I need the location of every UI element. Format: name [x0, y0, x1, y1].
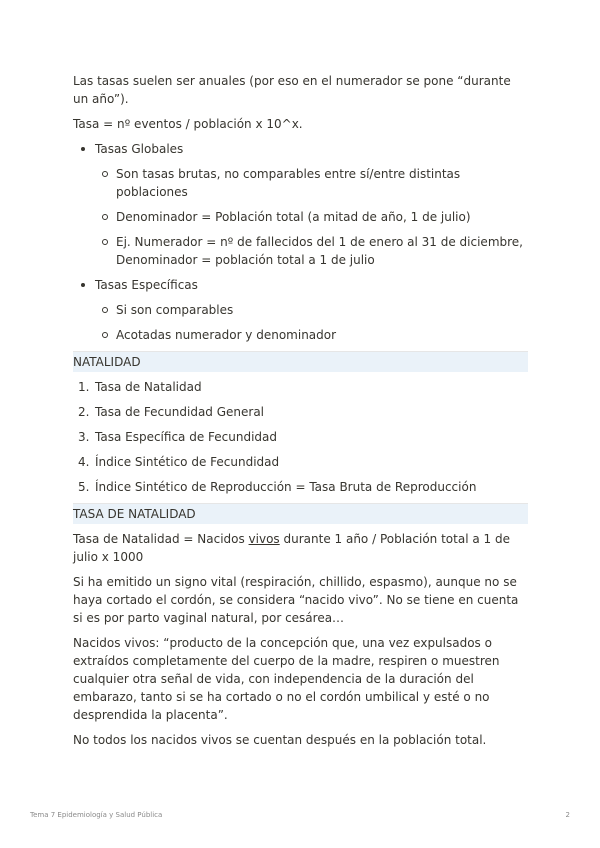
formula-paragraph	[73, 530, 528, 566]
section-heading-natalidad: NATALIDAD	[73, 351, 528, 372]
item-number: 3.	[78, 430, 90, 444]
item-text: Tasa de Natalidad	[95, 380, 202, 394]
item-text: Índice Sintético de Reproducción = Tasa Bruta de Reproducción	[95, 480, 477, 494]
sub-bullet-list	[95, 301, 528, 344]
sub-bullet: Son tasas brutas, no comparables entre sí/entre distintas poblaciones	[95, 165, 528, 201]
numbered-item	[73, 478, 528, 496]
page-number: 2	[565, 811, 570, 819]
formula-underlined: vivos	[248, 532, 280, 546]
numbered-item	[73, 428, 528, 446]
item-number: 1.	[78, 380, 90, 394]
item-text: Índice Sintético de Fecundidad	[95, 455, 280, 469]
item-text: Tasa de Fecundidad General	[95, 405, 265, 419]
item-number: 4.	[78, 455, 90, 469]
numbered-item	[73, 453, 528, 471]
sub-bullet: Si son comparables	[95, 301, 528, 319]
footer-title: Tema 7 Epidemiología y Salud Pública	[30, 811, 163, 819]
bullet-label: Tasas Específicas	[95, 278, 198, 292]
numbered-item	[73, 403, 528, 421]
bullet-tasas-globales	[73, 140, 528, 269]
bullet-tasas-especificas	[73, 276, 528, 344]
formula-post: durante 1 año / Población total a 1 de julio x 1000	[73, 532, 510, 564]
definicion-paragraph: Nacidos vivos: “producto de la concepción que, una vez expulsados o extraídos completamente del cuerpo de la madre, respiren o muestren cualquier otra señal de vida, con independencia de la duración del embarazo, tanto si se ha cortado o no el cordón umbilical y esté o no desprendida la placenta”.	[73, 636, 500, 722]
document-body	[73, 72, 528, 756]
bullet-label: Tasas Globales	[95, 142, 184, 156]
item-text: Tasa Específica de Fecundidad	[95, 430, 277, 444]
sub-bullet: Denominador = Población total (a mitad de año, 1 de julio)	[95, 208, 528, 226]
tasas-bullet-list	[73, 140, 528, 344]
natalidad-numbered-list	[73, 378, 528, 496]
section-heading-tasa-natalidad: TASA DE NATALIDAD	[73, 503, 528, 524]
final-paragraph: No todos los nacidos vivos se cuentan después en la población total.	[73, 733, 487, 747]
sub-bullet: Acotadas numerador y denominador	[95, 326, 528, 344]
numbered-item	[73, 378, 528, 396]
sub-bullet: Ej. Numerador = nº de fallecidos del 1 de enero al 31 de diciembre, Denominador = población total a 1 de julio	[95, 233, 528, 269]
item-number: 5.	[78, 480, 90, 494]
sub-bullet-list	[95, 165, 528, 269]
intro-paragraph-2: Tasa = nº eventos / población x 10^x.	[73, 117, 303, 131]
formula-pre: Tasa de Natalidad = Nacidos	[73, 532, 249, 546]
item-number: 2.	[78, 405, 90, 419]
intro-paragraph-1: Las tasas suelen ser anuales (por eso en el numerador se pone “durante un año”).	[73, 74, 511, 106]
signo-vital-paragraph: Si ha emitido un signo vital (respiración, chillido, espasmo), aunque no se haya cortado el cordón, se considera “nacido vivo”. No se tiene en cuenta si es por parto vaginal natural, por cesárea…	[73, 575, 519, 625]
